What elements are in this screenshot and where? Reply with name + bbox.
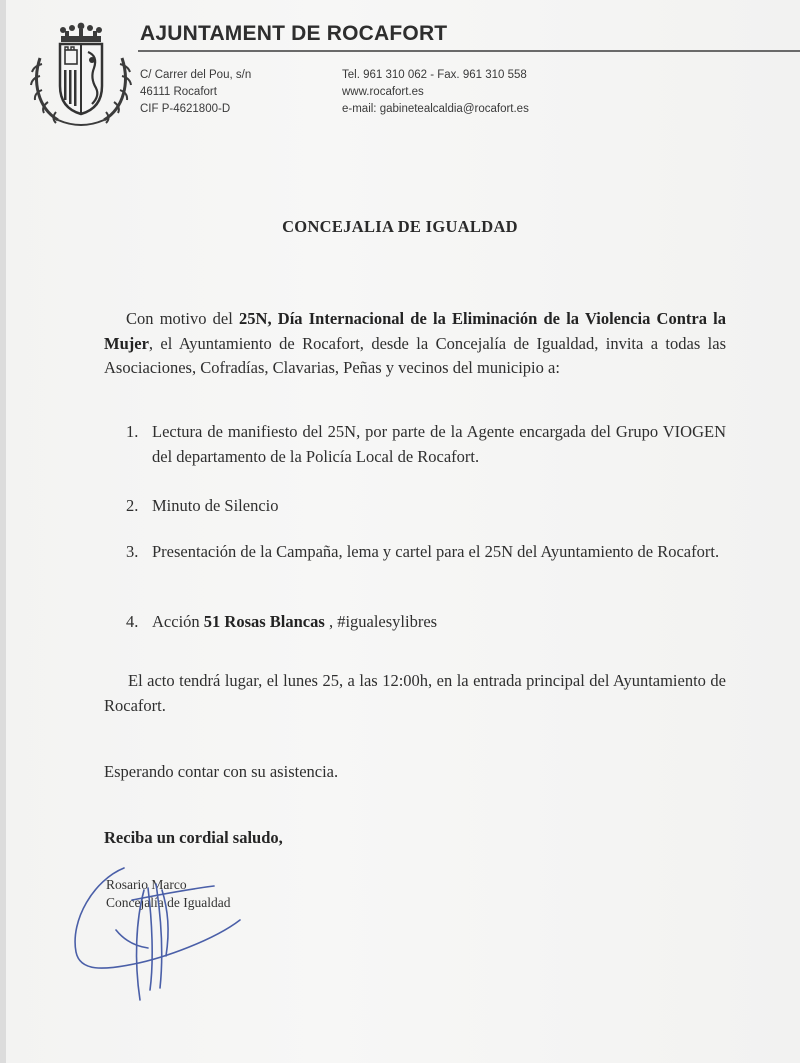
phone-fax: Tel. 961 310 062 - Fax. 961 310 558 [342,69,527,81]
list-item-text: Minuto de Silencio [152,496,279,515]
closing-greeting: Reciba un cordial saludo, [104,828,283,847]
address-block [140,67,251,118]
intro-text-1: Con motivo del [126,309,240,328]
contact-block [342,67,529,118]
list-item-text: Lectura de manifiesto del 25N, por parte de la Agente encargada del Grupo VIOGEN del departamento de la Policía Local de Rocafort. [152,422,726,466]
header-rule [138,50,800,52]
signer-name: Rosario Marco [106,877,187,892]
action-text: Acción [152,612,204,631]
organization-name: AJUNTAMENT DE ROCAFORT [140,22,448,45]
list-item-number: 3. [126,542,139,561]
intro-text-2: , el Ayuntamiento de Rocafort, desde la Concejalía de Igualdad, invita a todas las Asociaciones, Cofradías, Clavarias, Peñas y vecinos del municipio a: [104,333,726,377]
list-item-text [152,610,726,635]
list-item-text: Presentación de la Campaña, lema y cartel para el 25N del Ayuntamiento de Rocafort. [152,542,720,561]
action-bold: 51 Rosas Blancas [203,612,325,631]
list-item [126,420,726,469]
coat-of-arms-seal [28,20,134,128]
intro-bold: 25N, Día Internacional de la Eliminación de la Violencia Contra la Mujer [104,309,726,353]
list-item [126,610,726,635]
action-hashtag: , #igualesylibres [324,612,438,631]
email: e-mail: gabinetealcaldia@rocafort.es [342,103,529,115]
address-city: 46111 Rocafort [140,86,217,98]
list-item-number: 4. [126,612,139,631]
tax-id: CIF P-4621800-D [140,103,231,115]
intro-paragraph [104,307,726,381]
website: www.rocafort.es [342,86,424,98]
event-paragraph: El acto tendrá lugar, el lunes 25, a las 12:00h, en la entrada principal del Ayuntamiento de Rocafort. [104,671,726,715]
list-item [126,494,726,519]
signer-title: Concejalía de Igualdad [106,895,231,910]
handwritten-signature [64,860,254,1010]
address-street: C/ Carrer del Pou, s/n [140,69,252,81]
department-heading: CONCEJALIA DE IGUALDAD [282,217,518,236]
list-item-number: 1. [126,422,139,441]
list-item-number: 2. [126,496,139,515]
list-item [126,540,726,565]
hope-paragraph: Esperando contar con su asistencia. [104,762,339,781]
